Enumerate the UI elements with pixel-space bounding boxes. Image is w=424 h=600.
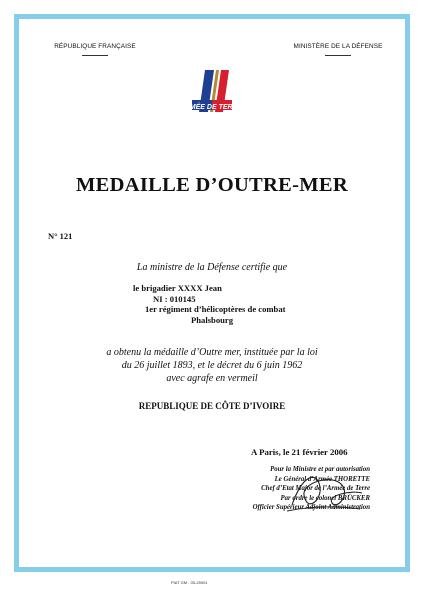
- header-ministry-text: MINISTÈRE DE LA DÉFENSE: [293, 43, 383, 50]
- handwritten-signature: [262, 465, 372, 525]
- award-line: a obtenu la médaille d’Outre mer, instituée par la loi: [106, 347, 318, 358]
- signature-line: Par ordre le colonel BRÜCKER: [280, 494, 370, 502]
- armee-de-terre-logo: [178, 64, 244, 130]
- award-text: [0, 346, 424, 385]
- header-republic: [45, 43, 145, 56]
- clasp-country: REPUBLIQUE DE CÔTE D’IVOIRE: [138, 401, 286, 411]
- header-left-rule: [82, 55, 108, 56]
- signature-line: Le Général d’Armée THORETTE: [274, 475, 370, 483]
- signature-line: Pour la Ministre et par autorisation: [270, 466, 370, 473]
- header-republic-text: RÉPUBLIQUE FRANÇAISE: [54, 43, 136, 50]
- recipient-city: Phalsbourg: [191, 314, 234, 325]
- signature-line: Officier Supérieur Adjoint Administration: [252, 504, 370, 512]
- recipient-ni: NI : 010145: [153, 293, 196, 304]
- logo-text: ARMÉE DE TERRE: [179, 104, 243, 111]
- form-reference: PIAT GM - 05-25901: [171, 580, 208, 585]
- certificate-title: MEDAILLE D’OUTRE-MER: [76, 174, 348, 196]
- header-right-rule: [325, 55, 351, 56]
- signature-underline: [287, 507, 360, 511]
- recipient-block: [133, 283, 286, 325]
- recipient-unit: 1er régiment d’hélicoptères de combat: [145, 304, 286, 315]
- award-line: avec agrafe en vermeil: [166, 373, 258, 384]
- certificate-number: N° 121: [48, 231, 73, 241]
- signature-stroke: [292, 477, 362, 505]
- header-ministry: [290, 43, 386, 56]
- place-date: A Paris, le 21 février 2006: [251, 447, 348, 457]
- signature-line: Chef d’Etat Major de l’Armée de Terre: [261, 485, 370, 493]
- recipient-name: le brigadier XXXX Jean: [133, 283, 222, 293]
- certify-line: La ministre de la Défense certifie que: [136, 262, 288, 273]
- award-line: du 26 juillet 1893, et le décret du 6 juin 1962: [121, 360, 303, 371]
